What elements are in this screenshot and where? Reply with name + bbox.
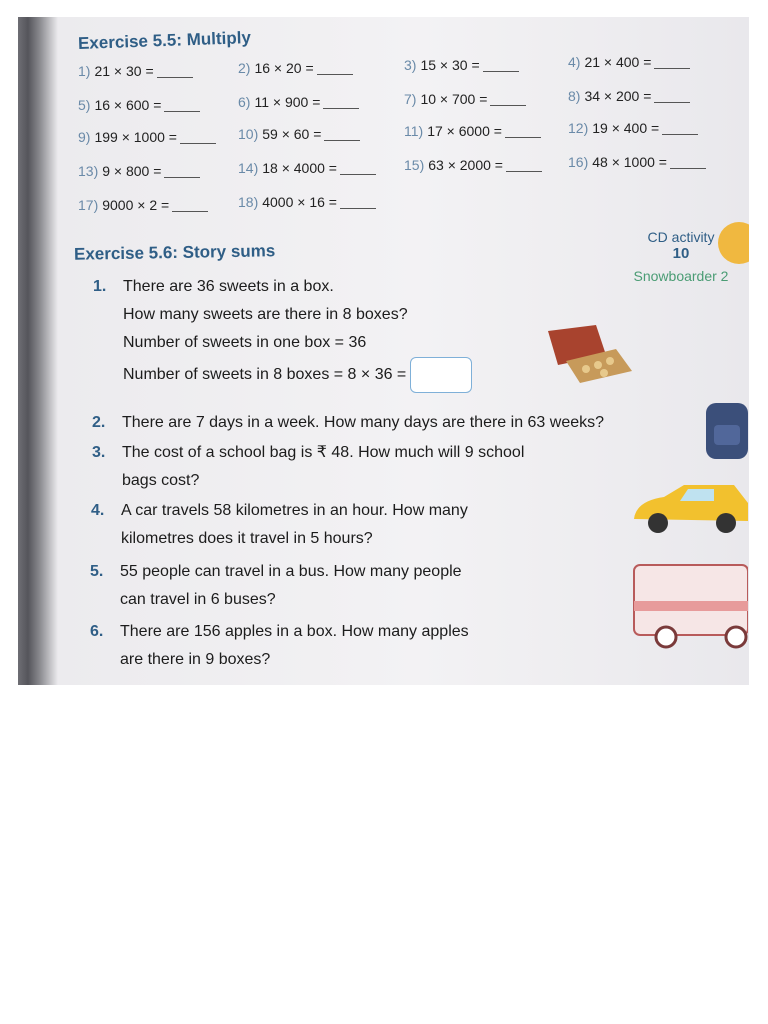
multiply-problem xyxy=(238,94,359,110)
problem-expression: 10 × 700 = xyxy=(420,91,488,107)
question-number: 5. xyxy=(90,563,104,580)
problem-expression: 15 × 30 = xyxy=(420,57,480,73)
question-line: How many sweets are there in 8 boxes? xyxy=(123,306,408,323)
multiply-problem xyxy=(568,154,706,170)
problem-number: 13) xyxy=(78,163,99,179)
problem-number: 12) xyxy=(568,120,589,136)
answer-blank[interactable] xyxy=(164,111,200,112)
question-number: 1. xyxy=(93,278,107,295)
answer-blank[interactable] xyxy=(323,108,359,109)
story-question-1 xyxy=(93,273,472,393)
exercise-5-5-subtitle: Multiply xyxy=(186,27,252,50)
exercise-5-6-heading xyxy=(74,241,276,265)
problem-number: 1) xyxy=(78,63,91,79)
problem-expression: 199 × 1000 = xyxy=(94,129,177,145)
multiply-problem xyxy=(568,88,690,104)
problem-number: 7) xyxy=(404,91,417,107)
answer-blank[interactable] xyxy=(340,174,376,175)
problem-number: 17) xyxy=(78,197,99,213)
problem-expression: 19 × 400 = xyxy=(592,120,660,136)
cd-activity-label: CD activity xyxy=(647,229,715,245)
question-number: 4. xyxy=(91,502,105,519)
problem-number: 18) xyxy=(238,194,259,210)
story-question-3 xyxy=(92,439,525,495)
problem-number: 6) xyxy=(238,94,251,110)
cd-activity-name: Snowboarder 2 xyxy=(633,268,729,284)
story-question-2 xyxy=(92,409,605,437)
sweets-box-illustration xyxy=(546,325,634,385)
story-question-5 xyxy=(90,558,462,614)
question-line: bags cost? xyxy=(122,472,200,489)
problem-number: 10) xyxy=(238,126,259,142)
question-line: kilometres does it travel in 5 hours? xyxy=(121,530,373,547)
exercise-5-5-title: Exercise 5.5: xyxy=(77,30,183,54)
exercise-5-5-heading xyxy=(78,28,252,54)
multiply-problem xyxy=(238,126,360,142)
problem-expression: 59 × 60 = xyxy=(262,126,322,142)
problem-number: 5) xyxy=(78,97,91,113)
question-number: 2. xyxy=(92,414,106,431)
multiply-problem xyxy=(78,197,208,213)
question-line: can travel in 6 buses? xyxy=(120,591,276,608)
answer-blank[interactable] xyxy=(317,74,353,75)
question-line: A car travels 58 kilometres in an hour. How many xyxy=(121,502,468,519)
question-line: There are 7 days in a week. How many days are there in 63 weeks? xyxy=(122,414,605,431)
problem-expression: 63 × 2000 = xyxy=(428,157,503,173)
school-bag-icon xyxy=(702,395,749,461)
problem-expression: 48 × 1000 = xyxy=(592,154,667,170)
answer-blank[interactable] xyxy=(662,134,698,135)
question-line: The cost of a school bag is ₹ 48. How much will 9 school xyxy=(122,444,525,461)
problem-number: 9) xyxy=(78,129,91,145)
multiply-problem xyxy=(404,157,542,173)
question-line: Number of sweets in one box = 36 xyxy=(123,334,367,351)
multiply-problem xyxy=(404,123,541,139)
exercise-5-6-subtitle: Story sums xyxy=(182,241,276,262)
problem-expression: 17 × 6000 = xyxy=(427,123,502,139)
question-line: There are 156 apples in a box. How many apples xyxy=(120,623,469,640)
textbook-photo xyxy=(18,17,749,685)
multiply-problem xyxy=(78,129,216,145)
problem-number: 15) xyxy=(404,157,425,173)
question-line: There are 36 sweets in a box. xyxy=(123,278,334,295)
problem-expression: 16 × 20 = xyxy=(254,60,314,76)
problem-expression: 9000 × 2 = xyxy=(102,197,170,213)
problem-expression: 18 × 4000 = xyxy=(262,160,337,176)
answer-blank[interactable] xyxy=(324,140,360,141)
problem-expression: 21 × 400 = xyxy=(584,54,652,70)
problem-expression: 16 × 600 = xyxy=(94,97,162,113)
problem-number: 3) xyxy=(404,57,417,73)
problem-number: 11) xyxy=(404,123,424,139)
multiply-problem xyxy=(78,97,200,113)
answer-blank[interactable] xyxy=(654,102,690,103)
problem-number: 4) xyxy=(568,54,581,70)
question-line xyxy=(123,357,472,393)
answer-blank[interactable] xyxy=(490,105,526,106)
question-line: 55 people can travel in a bus. How many people xyxy=(120,563,462,580)
problem-number: 2) xyxy=(238,60,251,76)
answer-blank[interactable] xyxy=(506,171,542,172)
multiply-problem xyxy=(78,63,193,79)
answer-blank[interactable] xyxy=(172,211,208,212)
answer-blank[interactable] xyxy=(483,71,519,72)
problem-expression: 4000 × 16 = xyxy=(262,194,337,210)
problem-expression: 11 × 900 = xyxy=(254,94,321,110)
problem-expression: 9 × 800 = xyxy=(102,163,162,179)
problem-number: 14) xyxy=(238,160,259,176)
multiply-problem xyxy=(238,60,353,76)
multiply-problem xyxy=(404,57,519,73)
story-question-4 xyxy=(91,497,468,553)
problem-number: 8) xyxy=(568,88,581,104)
answer-blank[interactable] xyxy=(505,137,541,138)
problem-expression: 21 × 30 = xyxy=(94,63,154,79)
question-line: are there in 9 boxes? xyxy=(120,651,271,668)
answer-box[interactable] xyxy=(410,357,472,393)
story-question-6 xyxy=(90,618,469,674)
question-number: 3. xyxy=(92,444,106,461)
answer-blank[interactable] xyxy=(340,208,376,209)
multiply-problem xyxy=(568,54,690,70)
question-line-text: Number of sweets in 8 boxes = 8 × 36 = xyxy=(123,366,407,384)
multiply-problem xyxy=(568,120,698,136)
multiply-problem xyxy=(78,163,200,179)
answer-blank[interactable] xyxy=(670,168,706,169)
multiply-problem xyxy=(238,160,376,176)
answer-blank[interactable] xyxy=(654,68,690,69)
problem-number: 16) xyxy=(568,154,589,170)
car-illustration xyxy=(630,479,749,535)
cd-activity-number: 10 xyxy=(672,245,690,262)
answer-blank[interactable] xyxy=(180,143,216,144)
bus-illustration xyxy=(632,563,748,653)
question-number: 6. xyxy=(90,623,104,640)
multiply-problem xyxy=(238,194,376,210)
answer-blank[interactable] xyxy=(164,177,200,178)
multiply-problem xyxy=(404,91,526,107)
answer-blank[interactable] xyxy=(157,77,193,78)
exercise-5-6-title: Exercise 5.6: xyxy=(73,242,179,264)
problem-expression: 34 × 200 = xyxy=(584,88,652,104)
textbook-page xyxy=(58,17,749,685)
